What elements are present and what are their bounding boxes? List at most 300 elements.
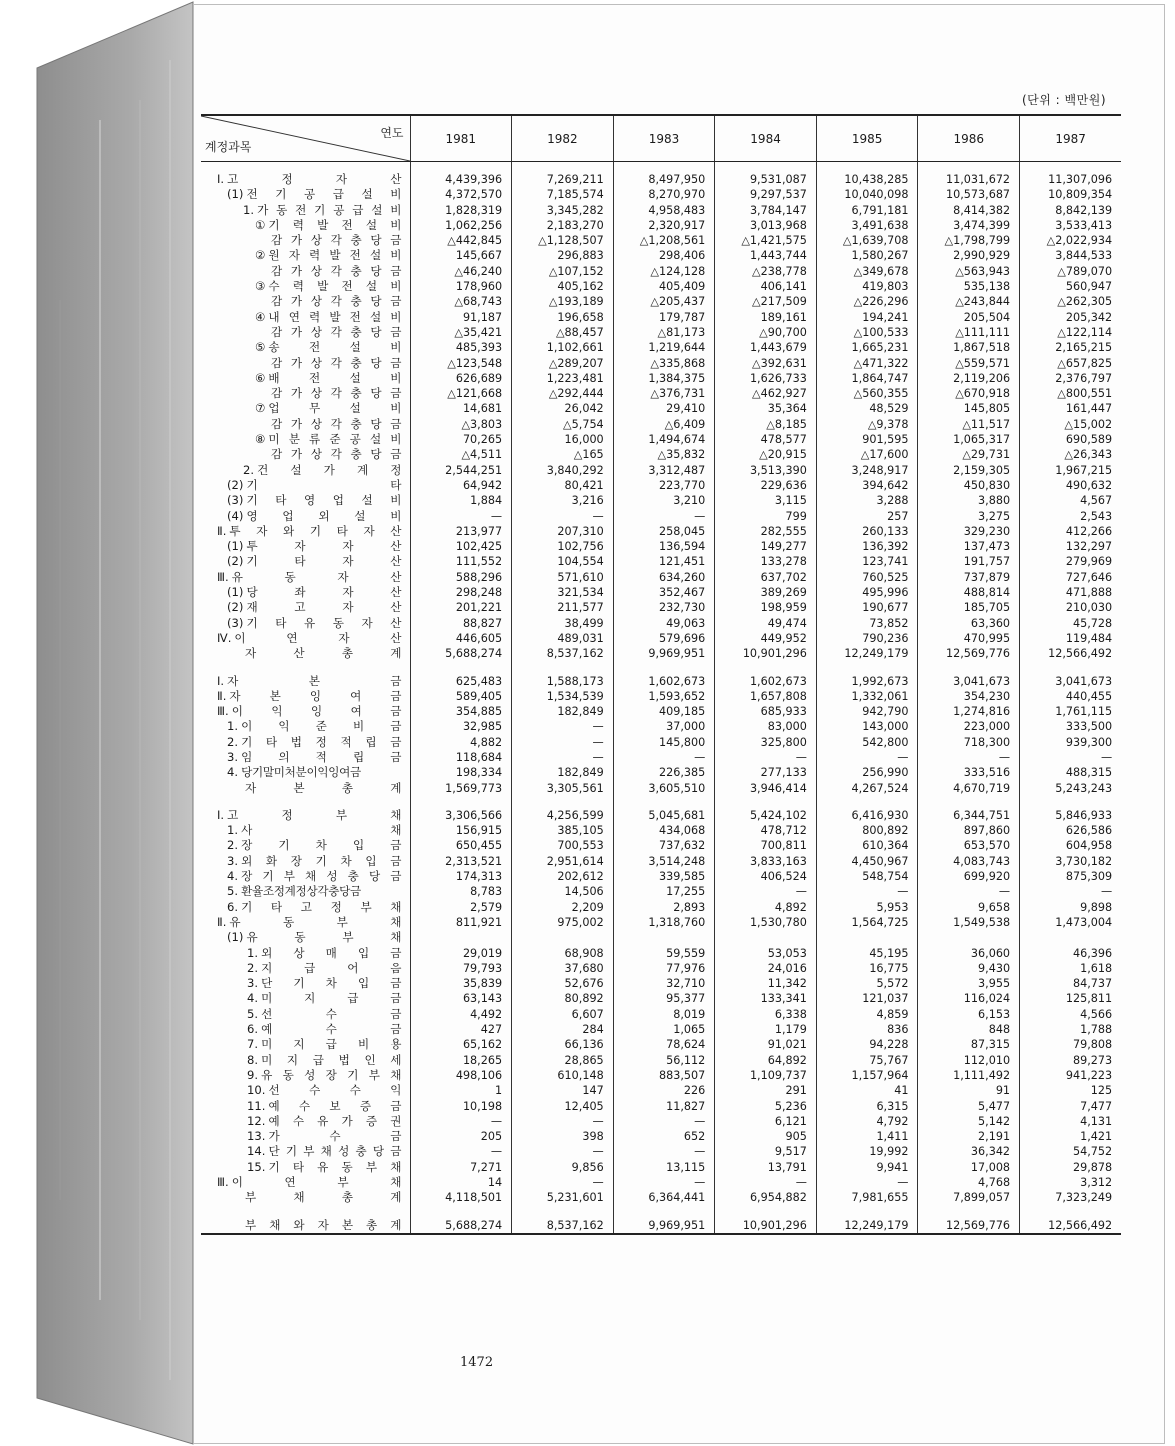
value-cell: 63,143 bbox=[410, 991, 512, 1006]
value-cell: △8,185 bbox=[715, 417, 817, 432]
value-cell: 125,811 bbox=[1020, 991, 1122, 1006]
value-cell: 112,010 bbox=[918, 1053, 1020, 1068]
value-cell: 579,696 bbox=[613, 631, 715, 646]
account-cell bbox=[201, 203, 410, 218]
account-cell bbox=[201, 218, 410, 233]
value-cell: 257 bbox=[816, 509, 918, 524]
value-cell: 610,364 bbox=[816, 838, 918, 853]
value-cell: 53,053 bbox=[715, 946, 817, 961]
value-cell: 91 bbox=[918, 1083, 1020, 1098]
value-cell: 10,040,098 bbox=[816, 187, 918, 202]
value-cell: 8,270,970 bbox=[613, 187, 715, 202]
value-cell: — bbox=[410, 1114, 512, 1129]
value-cell: 6,153 bbox=[918, 1007, 1020, 1022]
account-cell bbox=[201, 248, 410, 263]
value-cell: 13,791 bbox=[715, 1160, 817, 1175]
value-cell: 1,569,773 bbox=[410, 781, 512, 796]
account-cell bbox=[201, 493, 410, 508]
value-cell: 1,534,539 bbox=[512, 689, 614, 704]
value-cell: 133,278 bbox=[715, 554, 817, 569]
value-cell: 2,990,929 bbox=[918, 248, 1020, 263]
value-cell: 1,443,679 bbox=[715, 340, 817, 355]
account-prefix: 6. bbox=[247, 1022, 259, 1037]
value-cell: 65,162 bbox=[410, 1037, 512, 1052]
value-cell: 1,602,673 bbox=[613, 674, 715, 689]
value-cell: 398 bbox=[512, 1129, 614, 1144]
account-cell bbox=[201, 1007, 410, 1022]
table-row bbox=[201, 616, 1121, 631]
value-cell: 1,065,317 bbox=[918, 432, 1020, 447]
table-row bbox=[201, 172, 1121, 187]
value-cell: △122,114 bbox=[1020, 325, 1122, 340]
value-cell: △5,754 bbox=[512, 417, 614, 432]
spacer-cell bbox=[816, 796, 918, 808]
account-prefix: (2) bbox=[227, 600, 244, 615]
table-row bbox=[201, 930, 1121, 945]
account-prefix: 8. bbox=[247, 1052, 259, 1067]
account-label: 고 정 자 산 bbox=[227, 172, 402, 186]
value-cell: 298,248 bbox=[410, 585, 512, 600]
value-cell: 8,783 bbox=[410, 884, 512, 899]
account-prefix: Ⅰ. bbox=[217, 673, 225, 688]
value-cell: 182,849 bbox=[512, 765, 614, 780]
account-label: 배 전 설 비 bbox=[268, 370, 402, 385]
value-cell: 256,990 bbox=[816, 765, 918, 780]
value-cell: 836 bbox=[816, 1022, 918, 1037]
value-cell: 1,602,673 bbox=[715, 674, 817, 689]
value-cell: 6,344,751 bbox=[918, 808, 1020, 823]
value-cell: 9,856 bbox=[512, 1160, 614, 1175]
value-cell: 901,595 bbox=[816, 432, 918, 447]
value-cell: 790,236 bbox=[816, 631, 918, 646]
value-cell: 5,572 bbox=[816, 976, 918, 991]
value-cell: 3,306,566 bbox=[410, 808, 512, 823]
value-cell: — bbox=[613, 1175, 715, 1190]
value-cell: 333,500 bbox=[1020, 719, 1122, 734]
value-cell: △35,421 bbox=[410, 325, 512, 340]
table-row bbox=[201, 991, 1121, 1006]
value-cell: 10,901,296 bbox=[715, 646, 817, 661]
table-row bbox=[201, 646, 1121, 661]
value-cell: 548,754 bbox=[816, 869, 918, 884]
value-cell: 339,585 bbox=[613, 869, 715, 884]
spacer-cell bbox=[715, 162, 817, 173]
value-cell: 37,000 bbox=[613, 719, 715, 734]
value-cell: 35,839 bbox=[410, 976, 512, 991]
value-cell: 1,062,256 bbox=[410, 218, 512, 233]
spacer-row bbox=[201, 1206, 1121, 1218]
account-prefix: (1) bbox=[227, 930, 244, 945]
table-row bbox=[201, 1083, 1121, 1098]
account-label: 고 정 부 채 bbox=[227, 807, 402, 822]
account-label: 단 기 차 입 금 bbox=[261, 976, 402, 991]
account-label: 기 타 유 동 부 채 bbox=[268, 1159, 402, 1174]
account-label: 환율조정계정상각충당금 bbox=[241, 884, 361, 899]
value-cell: 2,119,206 bbox=[918, 371, 1020, 386]
value-cell: 49,474 bbox=[715, 616, 817, 631]
value-cell: 1,530,780 bbox=[715, 915, 817, 930]
value-cell: 73,852 bbox=[816, 616, 918, 631]
spacer-cell bbox=[918, 1206, 1020, 1218]
account-prefix: Ⅲ. bbox=[217, 1175, 229, 1189]
value-cell: 4,567 bbox=[1020, 493, 1122, 508]
value-cell: △88,457 bbox=[512, 325, 614, 340]
value-cell: 1,111,492 bbox=[918, 1068, 1020, 1083]
account-cell bbox=[201, 991, 410, 1006]
value-cell: 406,141 bbox=[715, 279, 817, 294]
value-cell: △193,189 bbox=[512, 294, 614, 309]
account-cell bbox=[201, 1160, 410, 1175]
value-cell: 1,867,518 bbox=[918, 340, 1020, 355]
value-cell: 3,305,561 bbox=[512, 781, 614, 796]
value-cell: 571,610 bbox=[512, 570, 614, 585]
value-cell: 9,430 bbox=[918, 961, 1020, 976]
header-year-label: 연도 bbox=[380, 126, 404, 140]
value-cell: 8,537,162 bbox=[512, 646, 614, 661]
value-cell: 1,179 bbox=[715, 1022, 817, 1037]
account-prefix: Ⅰ. bbox=[217, 172, 225, 186]
header-year: 1983 bbox=[613, 115, 715, 162]
value-cell bbox=[1020, 930, 1122, 945]
value-cell: △462,927 bbox=[715, 386, 817, 401]
account-prefix: Ⅱ. bbox=[217, 523, 227, 538]
account-label: 당 좌 자 산 bbox=[246, 585, 402, 600]
value-cell: 1,065 bbox=[613, 1022, 715, 1037]
value-cell: — bbox=[715, 1175, 817, 1190]
value-cell: 17,255 bbox=[613, 884, 715, 899]
account-cell bbox=[201, 689, 410, 704]
value-cell: 201,221 bbox=[410, 600, 512, 615]
spacer-cell bbox=[816, 162, 918, 173]
value-cell: 35,364 bbox=[715, 401, 817, 416]
value-cell bbox=[613, 930, 715, 945]
spacer-cell bbox=[613, 796, 715, 808]
value-cell: 95,377 bbox=[613, 991, 715, 1006]
account-label: 투 자 자 산 bbox=[246, 539, 402, 554]
account-prefix: 13. bbox=[247, 1129, 266, 1144]
value-cell: 394,642 bbox=[816, 478, 918, 493]
account-cell bbox=[201, 524, 410, 539]
value-cell: 4,768 bbox=[918, 1175, 1020, 1190]
account-prefix: (2) bbox=[227, 554, 244, 569]
value-cell: 975,002 bbox=[512, 915, 614, 930]
value-cell: 626,689 bbox=[410, 371, 512, 386]
account-cell bbox=[201, 478, 410, 493]
account-label: 기 타 영 업 설 비 bbox=[246, 493, 402, 508]
value-cell: 325,800 bbox=[715, 735, 817, 750]
value-cell: 4,859 bbox=[816, 1007, 918, 1022]
table-row bbox=[201, 325, 1121, 340]
value-cell: 3,041,673 bbox=[918, 674, 1020, 689]
value-cell: — bbox=[613, 1144, 715, 1159]
value-cell: △376,731 bbox=[613, 386, 715, 401]
value-cell: 542,800 bbox=[816, 735, 918, 750]
table-row bbox=[201, 823, 1121, 838]
account-prefix: Ⅲ. bbox=[217, 569, 229, 584]
account-cell bbox=[201, 1175, 410, 1190]
spacer-cell bbox=[918, 662, 1020, 674]
value-cell: 560,947 bbox=[1020, 279, 1122, 294]
value-cell: 191,757 bbox=[918, 554, 1020, 569]
value-cell: 2,376,797 bbox=[1020, 371, 1122, 386]
table-row bbox=[201, 808, 1121, 823]
value-cell: 9,658 bbox=[918, 900, 1020, 915]
account-label: 재 고 자 산 bbox=[246, 600, 402, 615]
value-cell: 66,136 bbox=[512, 1037, 614, 1052]
account-cell bbox=[201, 356, 410, 371]
value-cell: 205,342 bbox=[1020, 310, 1122, 325]
value-cell: 1,332,061 bbox=[816, 689, 918, 704]
value-cell: 147 bbox=[512, 1083, 614, 1098]
value-cell: — bbox=[512, 1175, 614, 1190]
value-cell: 14 bbox=[410, 1175, 512, 1190]
account-label: 부 채 와 자 본 총 계 bbox=[245, 1217, 402, 1232]
account-cell bbox=[201, 1218, 410, 1234]
header-year: 1985 bbox=[816, 115, 918, 162]
value-cell: 478,712 bbox=[715, 823, 817, 838]
table-row bbox=[201, 539, 1121, 554]
table-row bbox=[201, 1068, 1121, 1083]
value-cell: 291 bbox=[715, 1083, 817, 1098]
table-body bbox=[201, 162, 1121, 1234]
value-cell: 52,676 bbox=[512, 976, 614, 991]
table-row bbox=[201, 719, 1121, 734]
table-row bbox=[201, 401, 1121, 416]
value-cell: 3,216 bbox=[512, 493, 614, 508]
value-cell: 1,549,538 bbox=[918, 915, 1020, 930]
value-cell: △17,600 bbox=[816, 447, 918, 462]
account-label: 미 분 류 준 공 설 비 bbox=[268, 432, 402, 447]
account-prefix: 6. bbox=[227, 899, 239, 914]
account-label: 미 지 급 법 인 세 bbox=[261, 1052, 402, 1067]
value-cell: △46,240 bbox=[410, 264, 512, 279]
account-label: 감 가 상 각 충 당 금 bbox=[271, 447, 402, 462]
account-prefix: (3) bbox=[227, 493, 244, 508]
account-label: 감 가 상 각 충 당 금 bbox=[271, 386, 402, 401]
value-cell: △217,509 bbox=[715, 294, 817, 309]
value-cell: 4,958,483 bbox=[613, 203, 715, 218]
value-cell: 3,833,163 bbox=[715, 854, 817, 869]
value-cell: △123,548 bbox=[410, 356, 512, 371]
value-cell: 45,195 bbox=[816, 946, 918, 961]
table-row bbox=[201, 1099, 1121, 1114]
value-cell: 699,920 bbox=[918, 869, 1020, 884]
value-cell: 811,921 bbox=[410, 915, 512, 930]
value-cell: 1,788 bbox=[1020, 1022, 1122, 1037]
value-cell: △4,511 bbox=[410, 447, 512, 462]
value-cell: 3,013,968 bbox=[715, 218, 817, 233]
account-label: 원 자 력 발 전 설 비 bbox=[268, 248, 402, 263]
value-cell: 196,658 bbox=[512, 310, 614, 325]
account-label: 유 동 부 채 bbox=[229, 914, 402, 929]
table-row bbox=[201, 524, 1121, 539]
value-cell: 3,946,414 bbox=[715, 781, 817, 796]
value-cell: 174,313 bbox=[410, 869, 512, 884]
value-cell: — bbox=[512, 719, 614, 734]
account-prefix: ⑧ bbox=[255, 432, 266, 447]
value-cell: 211,577 bbox=[512, 600, 614, 615]
account-cell bbox=[201, 961, 410, 976]
value-cell: 2,544,251 bbox=[410, 463, 512, 478]
value-cell: 210,030 bbox=[1020, 600, 1122, 615]
value-cell: 700,553 bbox=[512, 838, 614, 853]
value-cell: 419,803 bbox=[816, 279, 918, 294]
value-cell: 4,892 bbox=[715, 900, 817, 915]
value-cell bbox=[410, 930, 512, 945]
value-cell: 6,416,930 bbox=[816, 808, 918, 823]
account-label: 건 설 가 계 정 bbox=[257, 462, 402, 477]
value-cell: 3,345,282 bbox=[512, 203, 614, 218]
value-cell: △165 bbox=[512, 447, 614, 462]
value-cell: △670,918 bbox=[918, 386, 1020, 401]
value-cell: — bbox=[1020, 750, 1122, 765]
page-number: 1472 bbox=[460, 1355, 494, 1370]
account-cell bbox=[201, 1099, 410, 1114]
table-row bbox=[201, 946, 1121, 961]
table-row bbox=[201, 447, 1121, 462]
value-cell: △563,943 bbox=[918, 264, 1020, 279]
spacer-cell bbox=[715, 1206, 817, 1218]
table-row bbox=[201, 631, 1121, 646]
value-cell: △20,915 bbox=[715, 447, 817, 462]
account-cell bbox=[201, 325, 410, 340]
table-row bbox=[201, 1190, 1121, 1205]
value-cell bbox=[816, 930, 918, 945]
value-cell: 18,265 bbox=[410, 1053, 512, 1068]
value-cell: 298,406 bbox=[613, 248, 715, 263]
value-cell: 205 bbox=[410, 1129, 512, 1144]
value-cell: 1,665,231 bbox=[816, 340, 918, 355]
value-cell: 7,477 bbox=[1020, 1099, 1122, 1114]
value-cell: 2,951,614 bbox=[512, 854, 614, 869]
account-cell bbox=[201, 823, 410, 838]
value-cell: 3,514,248 bbox=[613, 854, 715, 869]
spacer-cell bbox=[201, 162, 410, 173]
account-cell bbox=[201, 570, 410, 585]
account-cell bbox=[201, 310, 410, 325]
value-cell: 412,266 bbox=[1020, 524, 1122, 539]
value-cell: 104,554 bbox=[512, 554, 614, 569]
value-cell: 4,256,599 bbox=[512, 808, 614, 823]
value-cell: 17,008 bbox=[918, 1160, 1020, 1175]
value-cell: 354,885 bbox=[410, 704, 512, 719]
value-cell: 258,045 bbox=[613, 524, 715, 539]
account-cell bbox=[201, 719, 410, 734]
account-label: 가 수 금 bbox=[268, 1129, 402, 1144]
value-cell: 4,792 bbox=[816, 1114, 918, 1129]
value-cell: △1,421,575 bbox=[715, 233, 817, 248]
account-prefix: ④ bbox=[255, 309, 266, 324]
account-label: 유 동 자 산 bbox=[231, 569, 402, 584]
value-cell: 5,477 bbox=[918, 1099, 1020, 1114]
value-cell: 282,555 bbox=[715, 524, 817, 539]
spacer-cell bbox=[512, 1206, 614, 1218]
account-cell bbox=[201, 1053, 410, 1068]
value-cell: 1 bbox=[410, 1083, 512, 1098]
value-cell: △35,832 bbox=[613, 447, 715, 462]
value-cell: △349,678 bbox=[816, 264, 918, 279]
account-cell bbox=[201, 1114, 410, 1129]
value-cell: 488,814 bbox=[918, 585, 1020, 600]
value-cell: 226,385 bbox=[613, 765, 715, 780]
value-cell: 19,992 bbox=[816, 1144, 918, 1159]
value-cell: 79,808 bbox=[1020, 1037, 1122, 1052]
value-cell: — bbox=[512, 735, 614, 750]
value-cell: 45,728 bbox=[1020, 616, 1122, 631]
value-cell: 8,537,162 bbox=[512, 1218, 614, 1234]
value-cell: — bbox=[1020, 884, 1122, 899]
spacer-cell bbox=[1020, 662, 1122, 674]
value-cell: 1,219,644 bbox=[613, 340, 715, 355]
table-row bbox=[201, 915, 1121, 930]
account-prefix: 11. bbox=[247, 1098, 266, 1113]
account-prefix: (1) bbox=[227, 585, 244, 600]
table-row bbox=[201, 371, 1121, 386]
value-cell: 939,300 bbox=[1020, 735, 1122, 750]
value-cell: 405,162 bbox=[512, 279, 614, 294]
value-cell: 1,761,115 bbox=[1020, 704, 1122, 719]
table-row bbox=[201, 838, 1121, 853]
value-cell: 38,499 bbox=[512, 616, 614, 631]
account-cell bbox=[201, 401, 410, 416]
value-cell: 178,960 bbox=[410, 279, 512, 294]
account-prefix: 15. bbox=[247, 1159, 266, 1174]
value-cell: 3,288 bbox=[816, 493, 918, 508]
account-prefix: 2. bbox=[227, 838, 239, 853]
value-cell: — bbox=[715, 884, 817, 899]
spacer-cell bbox=[1020, 162, 1122, 173]
value-cell: 434,068 bbox=[613, 823, 715, 838]
value-cell: 3,533,413 bbox=[1020, 218, 1122, 233]
value-cell: 495,996 bbox=[816, 585, 918, 600]
account-cell bbox=[201, 674, 410, 689]
table-row bbox=[201, 1053, 1121, 1068]
table-row bbox=[201, 585, 1121, 600]
account-prefix: (1) bbox=[227, 187, 244, 202]
value-cell: 198,959 bbox=[715, 600, 817, 615]
value-cell: △289,207 bbox=[512, 356, 614, 371]
table-row bbox=[201, 1144, 1121, 1159]
account-prefix: 10. bbox=[247, 1083, 266, 1098]
account-cell bbox=[201, 884, 410, 899]
table-row bbox=[201, 248, 1121, 263]
value-cell: — bbox=[918, 884, 1020, 899]
account-prefix: (1) bbox=[227, 539, 244, 554]
value-cell: 333,516 bbox=[918, 765, 1020, 780]
table-row bbox=[201, 884, 1121, 899]
value-cell: 6,315 bbox=[816, 1099, 918, 1114]
value-cell: 6,338 bbox=[715, 1007, 817, 1022]
table-row bbox=[201, 233, 1121, 248]
value-cell: 6,954,882 bbox=[715, 1190, 817, 1205]
value-cell: 9,517 bbox=[715, 1144, 817, 1159]
table-row bbox=[201, 900, 1121, 915]
table-row bbox=[201, 704, 1121, 719]
table-row bbox=[201, 1022, 1121, 1037]
value-cell: 737,879 bbox=[918, 570, 1020, 585]
table-row bbox=[201, 854, 1121, 869]
value-cell: △1,128,507 bbox=[512, 233, 614, 248]
value-cell: 321,534 bbox=[512, 585, 614, 600]
spacer-cell bbox=[715, 662, 817, 674]
value-cell: 5,236 bbox=[715, 1099, 817, 1114]
value-cell: 1,828,319 bbox=[410, 203, 512, 218]
account-label: 임 의 적 립 금 bbox=[241, 749, 402, 764]
value-cell: 760,525 bbox=[816, 570, 918, 585]
table-row bbox=[201, 187, 1121, 202]
spacer-cell bbox=[918, 162, 1020, 173]
spacer-cell bbox=[512, 662, 614, 674]
